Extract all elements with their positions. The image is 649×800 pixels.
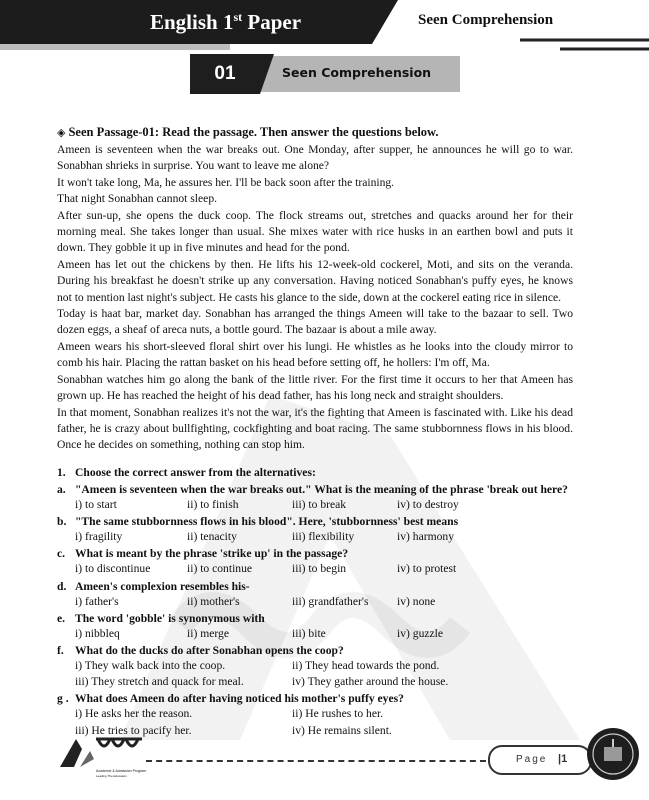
page-number: |1 bbox=[558, 753, 568, 765]
option: i) to start bbox=[75, 498, 117, 511]
passage bbox=[57, 124, 573, 454]
passage-paragraph: Sonabhan watches him go along the bank of the little river. For the first time it occurs to her that Ameen has grown up. He has reached the height of his dead father, has his long neck and straight shoulders. bbox=[57, 372, 573, 403]
option: iv) none bbox=[397, 594, 436, 608]
option: i) fragility bbox=[75, 530, 123, 544]
seal-icon bbox=[586, 727, 640, 781]
option: iii) grandfather's bbox=[292, 594, 369, 608]
option: iv) guzzle bbox=[397, 626, 444, 640]
page-label: Page bbox=[516, 754, 548, 765]
option-row bbox=[57, 595, 573, 611]
section-title: Seen Comprehension bbox=[418, 12, 554, 28]
option-row bbox=[57, 627, 573, 643]
option: iv) harmony bbox=[397, 530, 454, 544]
option-row bbox=[57, 659, 573, 675]
section-banner-text: Seen Comprehension bbox=[282, 65, 432, 80]
passage-paragraph: It won't take long, Ma, he assures her. I'll be back soon after the training. bbox=[57, 175, 395, 189]
logo-subtagline: Leading The Education bbox=[96, 774, 127, 778]
option: ii) mother's bbox=[187, 594, 240, 608]
passage-paragraph: Today is haat bar, market day. Sonabhan has arranged the things Ameen will take to the bazaar to sell. Two dozen eggs, a sheaf of areca nuts, a bottle gourd. The bazaar is about a mile away. bbox=[57, 307, 573, 337]
option: iii) bite bbox=[292, 626, 326, 640]
passage-paragraph: Ameen has let out the chickens by then. He lifts his 12-week-old cockerel, Moti, and sits on the veranda. During his breakfast he doesn't strike up any conversation. Having noticed Sonabhan's puffy eyes, he knows not to mention last night's subject. He casts his glance to the side, down at the cockerel eating rice in silence. bbox=[57, 257, 573, 304]
logo-mark-icon bbox=[60, 733, 145, 769]
option-row bbox=[57, 498, 573, 514]
option: iv) to destroy bbox=[397, 498, 459, 511]
logo-tagline: Academic & Admission Program bbox=[96, 769, 146, 773]
question-section bbox=[57, 465, 573, 740]
passage-paragraph: Ameen is seventeen when the war breaks out. One Monday, after supper, he announces he will go to war. Sonabhan shrieks in surprise. You want to leave me alone? bbox=[57, 143, 573, 173]
question-item: e. The word 'gobble' is synonymous with bbox=[57, 611, 265, 625]
option: ii) He rushes to her. bbox=[292, 707, 384, 721]
section-banner bbox=[190, 54, 460, 94]
option: i) He asks her the reason. bbox=[75, 707, 193, 721]
question-item: d. Ameen's complexion resembles his- bbox=[57, 579, 250, 593]
option: i) nibbleq bbox=[75, 626, 120, 640]
question-item: g . What does Ameen do after having noticed his mother's puffy eyes? bbox=[57, 692, 404, 706]
footer-divider bbox=[146, 760, 486, 762]
option-row bbox=[57, 530, 573, 546]
option: iii) He tries to pacify her. bbox=[75, 723, 192, 737]
header-stripe bbox=[0, 44, 230, 50]
question-heading: 1. Choose the correct answer from the alternatives: bbox=[57, 466, 316, 479]
header-decoration bbox=[520, 38, 649, 54]
option: ii) They head towards the pond. bbox=[292, 658, 440, 672]
option: ii) merge bbox=[187, 626, 229, 640]
passage-paragraph: That night Sonabhan cannot sleep. bbox=[57, 192, 218, 206]
option: i) They walk back into the coop. bbox=[75, 658, 226, 672]
option-row bbox=[57, 562, 573, 578]
section-number: 01 bbox=[190, 54, 260, 94]
brand-logo bbox=[60, 733, 145, 783]
passage-paragraph: After sun-up, she opens the duck coop. The flock streams out, stretches and quacks around her for their morning meal. She takes longer than usual. She mixes water with rice husks in an earthen bowl and puts it down. They gobble it up in five minutes and head for the pond. bbox=[57, 208, 573, 255]
question-item: b. "The same stubbornness flows in his blood". Here, 'stubbornness' best means bbox=[57, 515, 459, 529]
question-item: a. "Ameen is seventeen when the war breaks out." What is the meaning of the phrase 'break out here? bbox=[57, 483, 568, 496]
option: iii) flexibility bbox=[292, 530, 355, 544]
page-indicator bbox=[488, 745, 592, 775]
passage-paragraph: In that moment, Sonabhan realizes it's not the war, it's the fighting that Ameen is fascinated with. Like his dead father, he is crazy about bullfighting, cockfighting and boat racing. The same stubbornness flows in his blood. Once he decides on something, nothing can stop him. bbox=[57, 405, 573, 452]
option: iii) They stretch and quack for meal. bbox=[75, 675, 244, 689]
option: iv) to protest bbox=[397, 562, 457, 576]
paper-title: English 1st Paper bbox=[150, 10, 302, 34]
option: i) to discontinue bbox=[75, 562, 151, 576]
question-item: c. What is meant by the phrase 'strike up' in the passage? bbox=[57, 547, 349, 561]
option: ii) to finish bbox=[187, 498, 239, 511]
option: iii) to begin bbox=[292, 562, 347, 576]
question-item: f. What do the ducks do after Sonabhan opens the coop? bbox=[57, 643, 344, 657]
option: ii) tenacity bbox=[187, 530, 237, 544]
option: i) father's bbox=[75, 594, 119, 608]
option-row bbox=[57, 675, 573, 691]
option: iv) He remains silent. bbox=[292, 723, 392, 737]
option: ii) to continue bbox=[187, 562, 253, 576]
option-row bbox=[57, 707, 573, 723]
diamond-bullet-icon: ◈ bbox=[57, 126, 66, 139]
option: iv) They gather around the house. bbox=[292, 675, 449, 689]
option: iii) to break bbox=[292, 498, 347, 511]
passage-paragraph: Ameen wears his short-sleeved floral shirt over his lungi. He whistles as he looks into the cloudy mirror to comb his hair. Placing the rattan basket on his head before setting off, he hollers: I'm off, Ma. bbox=[57, 339, 573, 370]
passage-heading: ◈ Seen Passage-01: Read the passage. Then answer the questions below. bbox=[57, 125, 439, 139]
